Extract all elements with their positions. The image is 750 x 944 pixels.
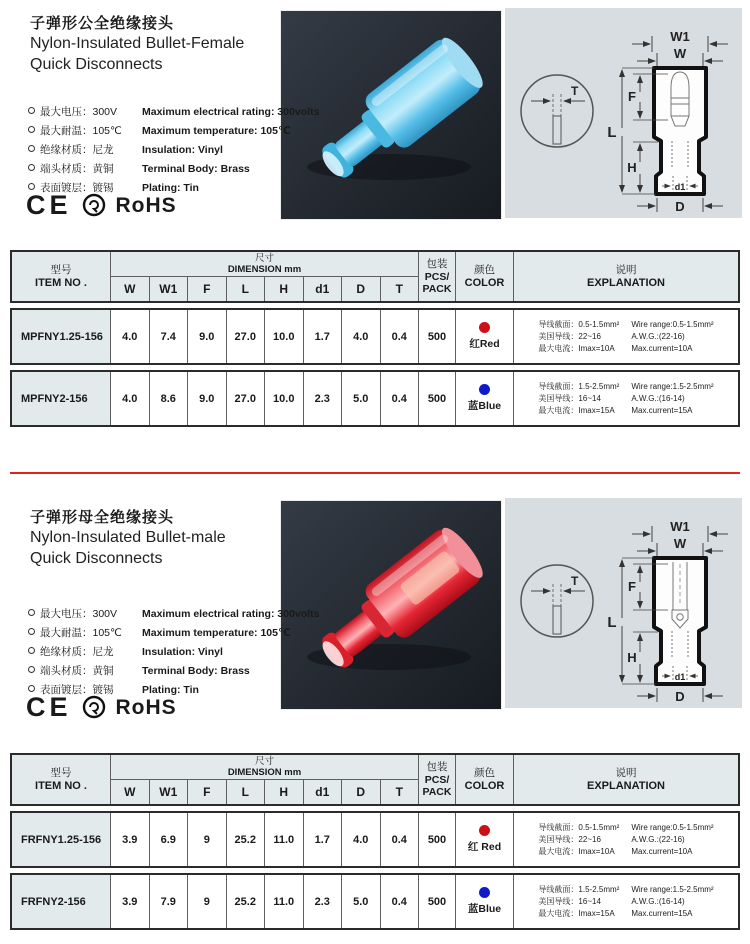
bullet-icon xyxy=(28,126,35,133)
dim-d1: 2.3 xyxy=(303,372,342,425)
product-photo-red-connector xyxy=(280,500,502,710)
expl-en-3: Max.current=15A xyxy=(631,909,693,918)
dim-w1: 8.6 xyxy=(149,372,188,425)
spec-row xyxy=(28,142,298,161)
dim-label-d: D xyxy=(675,199,685,214)
header-pcs-pack xyxy=(418,755,455,804)
dim-l: 25.2 xyxy=(226,875,265,928)
dim-f: 9.0 xyxy=(187,310,226,363)
spec-en: Terminal Body: Brass xyxy=(142,163,250,175)
expl-cn-3: 最大电流：Imax=10A xyxy=(538,847,615,856)
cross-section-circle xyxy=(521,565,593,637)
header-pack-en2: PACK xyxy=(422,786,452,798)
expl-en-1: Wire range:0.5-1.5mm² xyxy=(631,320,714,329)
header-col-f: F xyxy=(187,277,226,301)
header-dim-en: DIMENSION mm xyxy=(227,264,302,275)
header-color-en: COLOR xyxy=(464,779,505,792)
bullet-icon xyxy=(28,628,35,635)
spec-cn: 绝缘材质：尼龙 xyxy=(40,646,114,658)
color-cell xyxy=(455,310,513,363)
dim-label-w1: W1 xyxy=(670,29,690,44)
explanation-cell xyxy=(513,310,738,363)
header-col-d: D xyxy=(341,780,380,804)
header-dimension-title xyxy=(111,755,418,780)
color-cell xyxy=(455,813,513,866)
dim-h: 10.0 xyxy=(264,310,303,363)
bullet-icon xyxy=(28,183,35,190)
ce-mark: CE xyxy=(26,692,72,722)
expl-en-2: A.W.G.:(16-14) xyxy=(631,897,685,906)
cert-circle-icon xyxy=(81,695,107,721)
spec-en: Terminal Body: Brass xyxy=(142,665,250,677)
dim-l: 25.2 xyxy=(226,813,265,866)
spec-cn: 最大耐温：105℃ xyxy=(40,125,122,137)
header-color xyxy=(455,252,513,301)
certification-logos xyxy=(26,692,177,723)
dim-h: 11.0 xyxy=(264,875,303,928)
color-label: 红 Red xyxy=(467,841,502,853)
dim-l: 27.0 xyxy=(226,310,265,363)
bullet-icon xyxy=(28,164,35,171)
pcs-pack: 500 xyxy=(418,372,455,425)
dim-label-w: W xyxy=(673,536,687,551)
spec-en: Maximum electrical rating: 300volts xyxy=(142,106,320,118)
photo-illustration xyxy=(281,501,501,709)
header-col-t: T xyxy=(380,780,419,804)
dim-d: 4.0 xyxy=(341,310,380,363)
expl-en-2: A.W.G.:(22-16) xyxy=(631,835,685,844)
table-row xyxy=(10,370,740,427)
spec-cn: 绝缘材质：尼龙 xyxy=(40,144,114,156)
explanation-cell xyxy=(513,813,738,866)
expl-cn-1: 导线截面：1.5-2.5mm² xyxy=(538,382,620,391)
expl-en-1: Wire range:0.5-1.5mm² xyxy=(631,823,714,832)
header-col-d1: d1 xyxy=(303,277,342,301)
spec-table xyxy=(10,753,740,930)
spec-en: Plating: Tin xyxy=(142,182,199,194)
dim-w: 3.9 xyxy=(110,875,149,928)
spec-row xyxy=(28,663,298,682)
header-expl-cn: 说明 xyxy=(615,766,637,779)
dim-label-d1: d1 xyxy=(674,182,686,192)
dim-label-h: H xyxy=(627,650,637,665)
expl-cn-2: 美国导线：16~14 xyxy=(538,394,601,403)
header-color-cn: 颜色 xyxy=(474,263,495,276)
color-dot xyxy=(479,322,490,333)
rohs-mark: RoHS xyxy=(115,193,177,217)
dim-w: 3.9 xyxy=(110,813,149,866)
spec-list xyxy=(28,606,320,701)
expl-en-3: Max.current=10A xyxy=(631,847,693,856)
pcs-pack: 500 xyxy=(418,813,455,866)
expl-cn-1: 导线截面：0.5-1.5mm² xyxy=(538,320,620,329)
color-cell xyxy=(455,372,513,425)
header-col-w: W xyxy=(124,785,136,799)
spec-cn: 表面镀层：镀锡 xyxy=(40,684,114,696)
color-label: 蓝Blue xyxy=(467,400,502,412)
bullet-icon xyxy=(28,685,35,692)
table-row xyxy=(10,811,740,868)
spec-cn: 最大耐温：105℃ xyxy=(40,627,122,639)
header-col-h: H xyxy=(264,780,303,804)
spec-cn: 端头材质：黄铜 xyxy=(40,163,114,175)
expl-cn-3: 最大电流：Imax=15A xyxy=(538,909,615,918)
spec-en: Maximum temperature: 105℃ xyxy=(142,125,291,137)
title-chinese: 子弹形公全绝缘接头 xyxy=(30,15,175,32)
dimension-drawing-male xyxy=(505,498,742,708)
spec-list xyxy=(28,104,320,199)
header-item-cn: 型号 xyxy=(50,766,72,779)
table-row xyxy=(10,873,740,930)
dim-f: 9 xyxy=(187,875,226,928)
connector-outline xyxy=(654,558,706,684)
expl-cn-3: 最大电流：Imax=10A xyxy=(538,344,615,353)
dim-h: 10.0 xyxy=(264,372,303,425)
cross-section-circle xyxy=(521,75,593,147)
item-no: FRFNY2-156 xyxy=(12,875,110,928)
item-no: MPFNY2-156 xyxy=(12,372,110,425)
color-cell xyxy=(455,875,513,928)
title-chinese: 子弹形母全绝缘接头 xyxy=(30,509,175,526)
header-pack-en1: PCS/ xyxy=(424,271,450,283)
header-color-en: COLOR xyxy=(464,276,505,289)
table-header xyxy=(10,250,740,303)
dim-d: 5.0 xyxy=(341,875,380,928)
red-divider-line xyxy=(10,472,740,474)
spec-row xyxy=(28,625,298,644)
dim-label-l: L xyxy=(607,614,617,631)
expl-cn-3: 最大电流：Imax=15A xyxy=(538,406,615,415)
spec-en: Maximum temperature: 105℃ xyxy=(142,627,291,639)
header-pack-cn: 包装 xyxy=(426,258,448,270)
spec-row xyxy=(28,104,320,123)
dim-label-t: T xyxy=(571,84,579,98)
dim-w1: 6.9 xyxy=(149,813,188,866)
title-english-line1: Nylon-Insulated Bullet-Female xyxy=(30,35,245,52)
spec-row xyxy=(28,161,298,180)
dim-d1: 1.7 xyxy=(303,310,342,363)
header-dim-en: DIMENSION mm xyxy=(227,767,302,778)
dimension-drawing-female xyxy=(505,8,742,218)
header-dimension-letters xyxy=(111,780,418,804)
bullet-icon xyxy=(28,107,35,114)
color-dot xyxy=(479,384,490,395)
spec-cn: 最大电压：300V xyxy=(40,106,118,118)
spec-en: Insulation: Vinyl xyxy=(142,646,223,658)
spec-en: Plating: Tin xyxy=(142,684,199,696)
bullet-icon xyxy=(28,145,35,152)
dim-h: 11.0 xyxy=(264,813,303,866)
bullet-icon xyxy=(28,666,35,673)
item-no: MPFNY1.25-156 xyxy=(12,310,110,363)
header-item-no xyxy=(12,755,110,804)
certification-logos xyxy=(26,190,177,221)
dim-l: 27.0 xyxy=(226,372,265,425)
expl-en-3: Max.current=10A xyxy=(631,344,693,353)
explanation-cell xyxy=(513,372,738,425)
dim-d: 4.0 xyxy=(341,813,380,866)
header-color xyxy=(455,755,513,804)
dim-label-h: H xyxy=(627,160,637,175)
explanation-cell xyxy=(513,875,738,928)
bullet-icon xyxy=(28,609,35,616)
spec-row xyxy=(28,606,320,625)
dim-label-f: F xyxy=(628,89,636,104)
expl-en-1: Wire range:1.5-2.5mm² xyxy=(631,382,714,391)
header-col-d1: d1 xyxy=(303,780,342,804)
dim-d1: 2.3 xyxy=(303,875,342,928)
dim-f: 9 xyxy=(187,813,226,866)
table-header xyxy=(10,753,740,806)
dim-w: 4.0 xyxy=(110,310,149,363)
dim-f: 9.0 xyxy=(187,372,226,425)
table-row xyxy=(10,308,740,365)
dim-d1: 1.7 xyxy=(303,813,342,866)
header-col-w1: W1 xyxy=(149,780,188,804)
dim-label-l: L xyxy=(607,124,617,141)
header-col-w1: W1 xyxy=(149,277,188,301)
spec-row xyxy=(28,644,298,663)
title-english-line2: Quick Disconnects xyxy=(30,56,163,73)
bullet-icon xyxy=(28,647,35,654)
color-dot xyxy=(479,825,490,836)
header-dimension-group xyxy=(110,252,418,301)
section-title-block xyxy=(30,12,290,75)
expl-cn-2: 美国导线：22~16 xyxy=(538,332,601,341)
header-expl-en: EXPLANATION xyxy=(586,276,666,289)
header-expl-cn: 说明 xyxy=(615,263,637,276)
spec-cn: 最大电压：300V xyxy=(40,608,118,620)
dim-label-f: F xyxy=(628,579,636,594)
title-english-line2: Quick Disconnects xyxy=(30,550,163,567)
dim-t: 0.4 xyxy=(380,875,419,928)
header-item-no xyxy=(12,252,110,301)
spec-en: Insulation: Vinyl xyxy=(142,144,223,156)
spec-en: Maximum electrical rating: 300volts xyxy=(142,608,320,620)
rohs-mark: RoHS xyxy=(115,695,177,719)
header-dim-cn: 尺寸 xyxy=(254,756,274,767)
expl-cn-1: 导线截面：0.5-1.5mm² xyxy=(538,823,620,832)
expl-en-3: Max.current=15A xyxy=(631,406,693,415)
color-dot xyxy=(479,887,490,898)
header-item-en: ITEM NO . xyxy=(35,779,87,792)
spec-table xyxy=(10,250,740,427)
pcs-pack: 500 xyxy=(418,310,455,363)
expl-cn-2: 美国导线：16~14 xyxy=(538,897,601,906)
expl-en-1: Wire range:1.5-2.5mm² xyxy=(631,885,714,894)
dim-label-w: W xyxy=(673,46,687,61)
header-dimension-title xyxy=(111,252,418,277)
dim-label-d: D xyxy=(675,689,685,704)
header-pack-cn: 包装 xyxy=(426,761,448,773)
spec-cn: 表面镀层：镀锡 xyxy=(40,182,114,194)
dim-label-w1: W1 xyxy=(670,519,690,534)
item-no: FRFNY1.25-156 xyxy=(12,813,110,866)
dim-w: 4.0 xyxy=(110,372,149,425)
dim-t: 0.4 xyxy=(380,310,419,363)
technical-drawing-panel xyxy=(505,8,742,218)
header-color-cn: 颜色 xyxy=(474,766,495,779)
spec-row xyxy=(28,123,298,142)
dim-d: 5.0 xyxy=(341,372,380,425)
cert-circle-icon xyxy=(81,193,107,219)
dim-t: 0.4 xyxy=(380,372,419,425)
header-pcs-pack xyxy=(418,252,455,301)
header-col-t: T xyxy=(380,277,419,301)
header-col-f: F xyxy=(187,780,226,804)
header-explanation xyxy=(513,252,738,301)
header-expl-en: EXPLANATION xyxy=(586,779,666,792)
header-dim-cn: 尺寸 xyxy=(254,253,274,264)
color-label: 红Red xyxy=(469,338,500,350)
dim-t: 0.4 xyxy=(380,813,419,866)
dim-w1: 7.9 xyxy=(149,875,188,928)
header-col-h: H xyxy=(264,277,303,301)
header-col-d: D xyxy=(341,277,380,301)
dim-w1: 7.4 xyxy=(149,310,188,363)
expl-en-2: A.W.G.:(16-14) xyxy=(631,394,685,403)
header-col-l: L xyxy=(226,277,265,301)
expl-en-2: A.W.G.:(22-16) xyxy=(631,332,685,341)
header-item-cn: 型号 xyxy=(50,263,72,276)
dim-label-t: T xyxy=(571,574,579,588)
section-title-block xyxy=(30,506,290,569)
color-label: 蓝Blue xyxy=(467,903,502,915)
header-col-w: W xyxy=(124,282,136,296)
header-col-l: L xyxy=(226,780,265,804)
header-dimension-group xyxy=(110,755,418,804)
header-explanation xyxy=(513,755,738,804)
expl-cn-2: 美国导线：22~16 xyxy=(538,835,601,844)
ce-mark: CE xyxy=(26,190,72,220)
section-bullet-male xyxy=(0,492,750,944)
expl-cn-1: 导线截面：1.5-2.5mm² xyxy=(538,885,620,894)
dim-label-d1: d1 xyxy=(674,672,686,682)
header-pack-en1: PCS/ xyxy=(424,774,450,786)
technical-drawing-panel xyxy=(505,498,742,708)
header-item-en: ITEM NO . xyxy=(35,276,87,289)
header-dimension-letters xyxy=(111,277,418,301)
spec-cn: 端头材质：黄铜 xyxy=(40,665,114,677)
connector-outline xyxy=(654,68,706,194)
pcs-pack: 500 xyxy=(418,875,455,928)
header-pack-en2: PACK xyxy=(422,283,452,295)
title-english-line1: Nylon-Insulated Bullet-male xyxy=(30,529,226,546)
